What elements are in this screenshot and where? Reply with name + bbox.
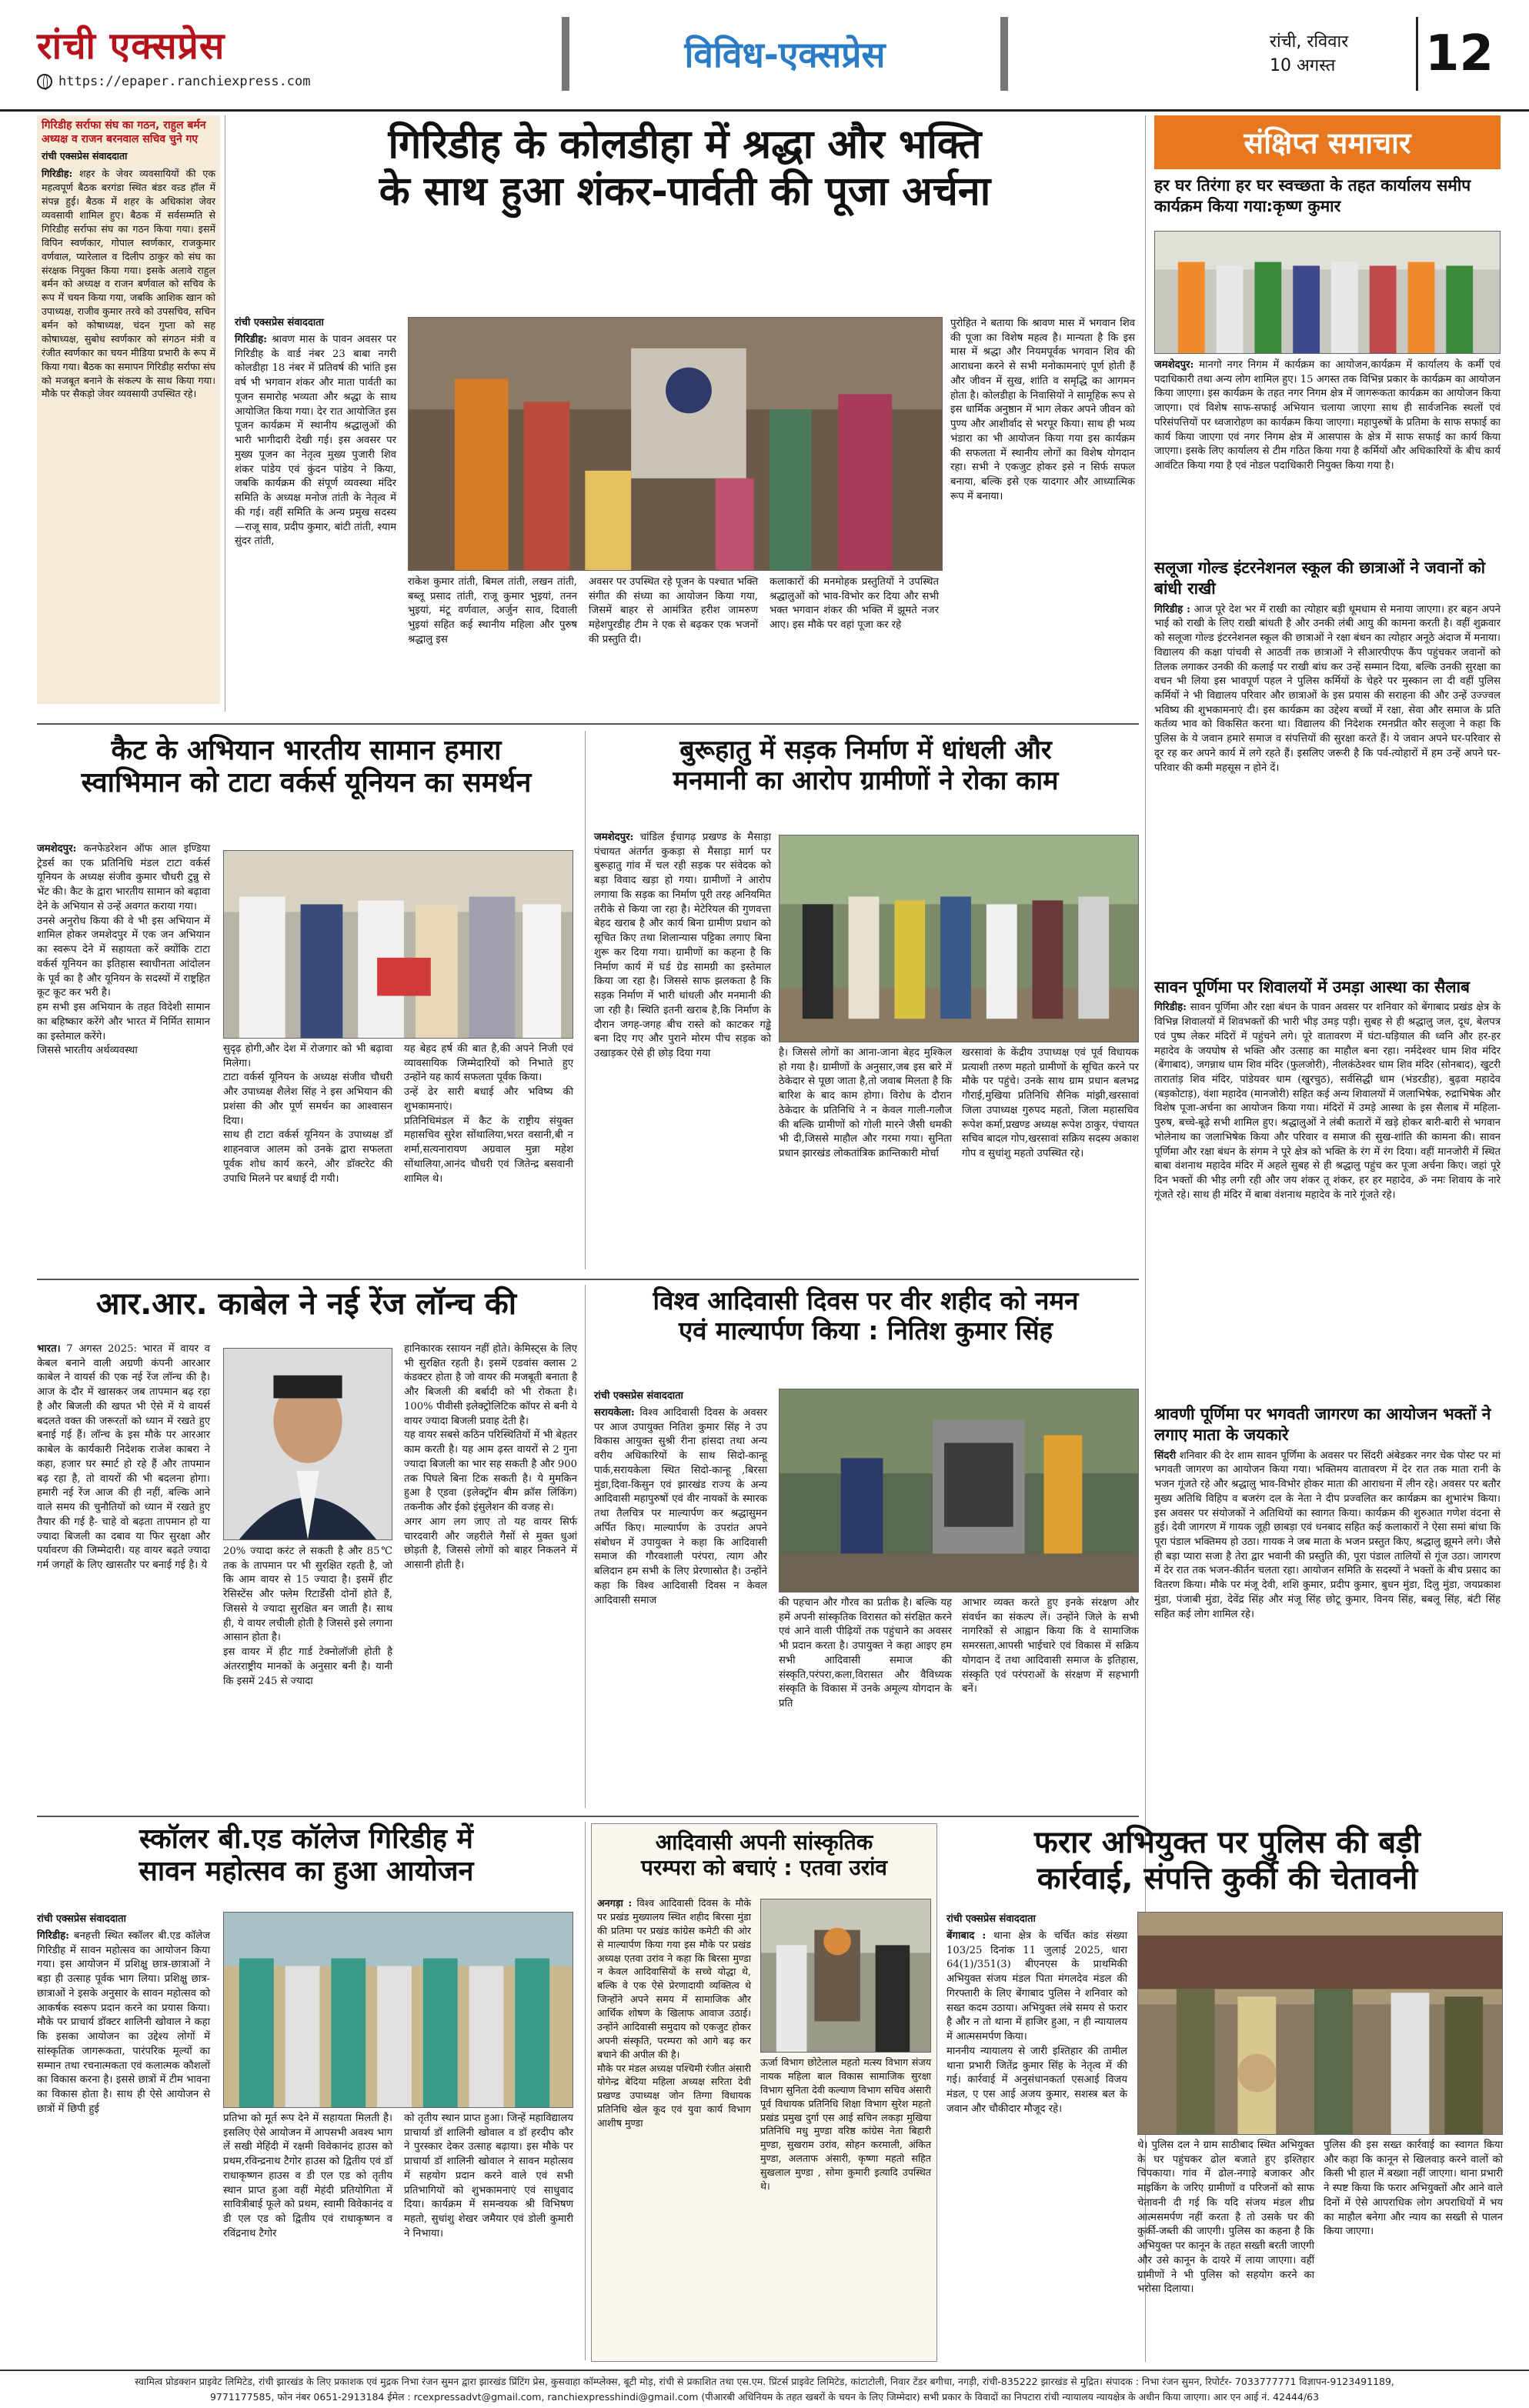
police-col1: रांची एक्सप्रेस संवाददाता बेंगाबाद : थाना क्षेत्र के चर्चित कांड संख्या 103/25 दिनांक 11 जुलाई 2025, धारा 64(1)/351(3) बीएनएस के प्राथमिकी अभियुक्त संजय मंडल पिता मंगलदेव मंडल की गिरफ्तारी के लिए बेंगाबाद पुलिस ने शनिवार को सख्त कदम उठाया। अभियुक्त लंबे समय से फरार है और न तो थाना में हाजिर हुआ, न ही न्यायालय में आत्मसमर्पण किया। माननीय न्यायालय से जारी इश्तिहार की तामील थाना प्रभारी जितेंद्र कुमार सिंह के नेतृत्व में की गई। कार्रवाई में अनुसंधानकर्ता एसआई विजय मंडल, ए एस आई अजय कुमार, सशस्त्र बल के जवान और चौकीदार मौजूद रहे। bbox=[946, 1908, 1127, 2117]
tata-photo bbox=[223, 850, 573, 1039]
adivasi-byline: रांची एक्सप्रेस संवाददाता bbox=[594, 1390, 683, 1402]
brief-1-headline: हर घर तिरंगा हर घर स्वच्छता के तहत कार्यालय समीप कार्यक्रम किया गया:कृष्ण कुमार bbox=[1154, 176, 1471, 216]
police-col2: थे। पुलिस दल ने ग्राम साठीबाद स्थित अभियुक्त के घर पहुंचकर ढोल बजाते हुए इश्तिहार चिपकाया। गांव में ढोल-नगाड़े बजाकर और माइकिंग के जरिए ग्रामीणों व परिजनों को साफ चेतावनी दी गई कि यदि संजय मंडल शीघ्र आत्मसमर्पण नहीं करता है तो उसके घर की कुर्की-जब्ती की जाएगी। पुलिस का कहना है कि अभियुक्त पर कानून के तहत सख्ती बरती जाएगी और उसे कानून के दायरे में लाया जाएगा। वहीं ग्रामीणों ने भी पुलिस को सहयोग करने का भरोसा दिलाया। bbox=[1137, 2140, 1314, 2296]
police-dateline: बेंगाबाद : bbox=[946, 1930, 987, 1942]
scholar-col3: को तृतीय स्थान प्राप्त हुआ। जिन्हें महाविद्यालय प्राचार्या डॉ शालिनी खोवाल व डॉ हरदीप कौर ने पुरस्कार देकर उत्साह बढ़ाया। इस मौके पर प्राचार्या डॉ शालिनी खोवाल ने सावन महोत्सव में सहयोग प्रदान करने वाले एवं सभी प्रतिभागियों को शुभकामनाएं एवं साधुवाद दिया। कार्यक्रम में समन्वयक श्री विभिषण महतो, सुधांशु शेखर जमैयार एवं डोली कुमारी ने निभाया। bbox=[404, 2113, 573, 2240]
scholar-col2: प्रतिभा को मूर्त रूप देने में सहायता मिलती है। इसलिए ऐसे आयोजन में आपसभी अवश्य भाग लें सखी मेहिंदी में रक्षमी विवेकानंद हाउस को प्रथम,रविन्द्रनाथ टैगोर हाउस को द्वितीय एवं डॉ राधाकृष्णन हाउस व डी एल एड को तृतीय स्थान प्राप्त हुआ वहीं मेहंदी प्रतियोगिता में सावित्रीबाई फूले को प्रथम, स्वामी विवेकानंद व डी एल एड को द्वितीय एवं राधाकृष्णन व रविंद्रनाथ टैगोर bbox=[223, 2113, 392, 2240]
burmu-photo bbox=[779, 835, 1139, 1042]
adivasi-col3: आभार व्यक्त करते हुए इनके संरक्षण और संवर्धन का संकल्प लें। उन्होंने जिले के सभी नागरिकों से आह्वान किया कि वे सामाजिक समरसता,आपसी भाईचारे एवं विकास में सक्रिय योगदान दें तथा आदिवासी समाज के इतिहास, संस्कृति एवं परंपराओं के संरक्षण में सहभागी बनें। bbox=[962, 1597, 1139, 1696]
rr-headline: आर.आर. काबेल ने नई रेंज लॉन्च की bbox=[95, 1286, 517, 1322]
newspaper-logo: रांची एक्सप्रेस bbox=[37, 25, 225, 68]
brief-4-dateline: सिंदरी bbox=[1154, 1449, 1177, 1462]
tribal-photo bbox=[760, 1899, 931, 2053]
briefs-header bbox=[1154, 115, 1501, 169]
adivasi-photo bbox=[779, 1389, 1139, 1593]
brief-2-dateline: गिरिडीह : bbox=[1154, 603, 1190, 615]
scholar-headline-line2: सावन महोत्सव का हुआ आयोजन bbox=[139, 1856, 474, 1888]
rr-col2: 20% ज्यादा करंट ले सकती है और 85℃ तक के तापमान पर भी सुरक्षित रहती है, जो कि आम वायर से 15 ज्यादा है। इसमें हीट रेसिस्टेंस और फ्लेम रिटार्डेंसी दोनों होते हैं, जिससे ये ज्यादा सुरक्षित बन जाती है। साथ ही, ये वायर लचीली होती है जिससे इसे लगाना आसान होता है। इस वायर में हीट गार्ड टेक्नोलॉजी होती है अंतरराष्ट्रीय मानकों के अनुसार बनी है। यानी कि इसमें 245 से ज्यादा bbox=[223, 1546, 392, 1687]
tribal-col2: ऊर्जा विभाग छोटेलाल महतो मत्स्य विभाग संजय नायक महिला बाल विकास सामाजिक सुरक्षा विभाग सुनिता देवी कल्याण विभाग सचिव अंसारी पूर्व विधायक प्रतिनिधि शिक्षा विभाग सुरेश महतो प्रखंड प्रमुख दुर्गा एस आई सचिन लकड़ा मुखिया प्रतिनिधि मधु मुण्डा वरिष्ठ कांग्रेस नेता बिहारी मुण्डा, सुखराम उरांव, सोहन करमाली, अंकित मुण्डा, अलताफ अंसारी, कृष्णा महतो सहित सुखलाल मुण्डा , सोमा कुमारी इत्यादि उपस्थित थे। bbox=[760, 2056, 931, 2192]
brief-1-body: जमशेदपुर: मानगो नगर निगम में कार्यक्रम का आयोजन,कार्यक्रम में कार्यालय के कर्मी एवं पदाधिकारी तथा अन्य लोग शामिल हुए। 15 अगस्त तक विभिन्न प्रकार के कार्यक्रम का आयोजन किया जाएगा। इस कार्यक्रम के तहत नगर निगम क्षेत्र में जागरूकता कार्यक्रम का आयोजन किया जाएगा। एवं विशेष साफ-सफाई अभियान चलाया जाएगा साथ ही सार्वजनिक स्थलों एवं परिसंपत्तियों पर ध्वजारोहण का कार्यक्रम किया जाएगा। महापुरुषों के प्रतिमा के साफ सफाई का कार्य किया जाएगा एवं नगर निगम क्षेत्र में आसपास के क्षेत्र में साफ सफाई का कार्य किया जाएगा। इसके लिए कार्यालय से टीम गठित किया गया है कर्मियों और अधिकारियों के बीच कार्य आवंटित किया गया है एवं नोडल पदाधिकारी नियुक्त किया गया है। bbox=[1154, 359, 1501, 472]
url-text[interactable]: https://epaper.ranchiexpress.com bbox=[58, 74, 311, 89]
tata-headline bbox=[37, 735, 576, 800]
brief-2: सलूजा गोल्ड इंटरनेशनल स्कूल की छात्राओं ने जवानों को बांधी राखी गिरिडीह : आज पूरे देश भर में राखी का त्योहार बड़ी धूमधाम से मनाया जाएगा। हर बहन अपने भाई को राखी के लिए राखी बांधती है और उनकी लंबी आयु की कामना करती है। वहीं शुक्रवार को सलूजा गोल्ड इंटरनेशनल स्कूल की छात्राओं ने रक्षा बंधन का त्योहार अनूठे अंदाज में मनाया। विद्यालय की कक्षा पांचवी से आठवीं तक छात्राओं ने सीआरपीएफ कैंप पहुंचकर जवानों को तिलक लगाकर उनकी की कलाई पर राखी बांध कर उन्हें सम्मान दिया, बल्कि उनकी सुरक्षा का वचन भी लिया इस भावपूर्ण पहल ने पुलिस कर्मियों के चेहरे पर मुस्कान ला दी वहीं पुलिस कर्मियों ने भी विद्यालय परिवार और छात्राओं के इस प्रयास की सराहना की और उन्हें उज्ज्वल भविष्य की शुभकामनाएं दी। इस कार्यक्रम का उद्देश्य बच्चों में रक्षा, सेवा और समाज के प्रति कर्तव्य भाव को विकसित करना था। विद्यालय की निदेशक रमनप्रीत कौर सलूजा ने कहा कि पुलिस के ये जवान हमारे समाज व संपत्तियों की सुरक्षा करते हैं। ये जवान अपने घर-परिवार से दूर रह कर अपने कार्य में लगे रहते हैं। इसलिए जरूरी है कि पर्व-त्योहारों में हम उन्हें अपने घर-परिवार की कमी महसूस न होने दें। bbox=[1154, 559, 1501, 774]
police-headline bbox=[943, 1825, 1512, 1897]
page-number: 12 bbox=[1416, 17, 1501, 91]
scholar-photo bbox=[223, 1912, 573, 2108]
brief-1-photo bbox=[1154, 231, 1501, 354]
story-headline: गिरिडीह सर्राफा संघ का गठन, राहुल बर्मन अध्यक्ष व राजन बरनवाल सचिव चुने गए bbox=[42, 119, 206, 146]
tribal-dateline: अनगड़ा : bbox=[597, 1897, 633, 1909]
brief-2-headline: सलूजा गोल्ड इंटरनेशनल स्कूल की छात्राओं ने जवानों को बांधी राखी bbox=[1154, 559, 1486, 599]
city-day: रांची, रविवार bbox=[1270, 32, 1349, 52]
rr-col1: भारत। 7 अगस्त 2025: भारत में वायर व केबल बनाने वाली अग्रणी कंपनी आरआर काबेल ने वायर्स की एक नई रेंज लॉन्च की है। आज के दौर में खासकर जब तापमान बढ़ रहा है और बिजली की खपत भी ऐसे में ये वायर्स बदलते वक्त की जरूरतों को ध्यान में रखते हुए बनाई गई हैं। लॉन्च के इस मौके पर आरआर काबेल के कार्यकारी निदेशक राजेश काबरा ने कहा, हजार घर स्मार्ट हो रहे हैं और तापमान बढ़ रहा है, तो वायरों की भी बदलना होगा। हमारी नई रेंज आज की ही नहीं, बल्कि आने वाले समय की चुनौतियों को ध्यान में रखते हुए तैयार की गई है- चाहे वो बढ़ता तापमान हो या ज्यादा बिजली का दबाव या फिर सुरक्षा और पर्यावरण की जिम्मेदारी। यह वायर बढ़ते ज्यादा गर्म जगहों के लिए खासतौर पर बनाई गई है। ये bbox=[37, 1343, 210, 1572]
adivasi-headline-line1: विश्व आदिवासी दिवस पर वीर शहीद को नमन bbox=[653, 1286, 1079, 1316]
section-title bbox=[562, 17, 1008, 91]
rr-col3: हानिकारक रसायन नहीं होते। केमिस्ट्स के लिए भी सुरक्षित रहती है। इसमें एडवांस क्लास 2 कंडक्टर होता है जो वायर की मजबूती बनाता है और बिजली की बर्बादी को भी रोकता है। 100% पीवीसी इलेक्ट्रोलिटिक कॉपर से बनी ये वायर ज्यादा बिजली प्रवाह देती है। यह वायर सबसे कठिन परिस्थितियों में भी बेहतर काम करती है। यह आम ढ़स्त वायरों से 2 गुना ज्यादा बिजली का भार सह सकती है और 900 तक पिघले बिना टिक सकती है। ये मुमकिन हुआ है ए्डवा (इलेक्ट्रॉन बीम क्रॉस लिंकिंग) तकनीक और ईको इंसुलेशन की वजह से। अगर आग लग जाए तो यह वायर सिर्फ चारदवारी और जहरीले गैसों से मुक्त धुआं छोड़ती है, जिससे लोगों को बाहर निकलने में आसानी होती है। bbox=[404, 1343, 577, 1572]
adivasi-col1: रांची एक्सप्रेस संवाददाता सरायकेला: विश्व आदिवासी दिवस के अवसर पर आज उपायुक्त नितिश कुमार सिंह ने उप विकास आयुक्त सुश्री रीना हांसदा तथा अन्य वरीय अधिकारियों के साथ सिदो-कान्हू पार्क,सरायकेला स्थित सिदो-कान्हू ,बिरसा मुंडा,दिवा-किसुन एवं झारखंड राज्य के अन्य आदिवासी महापुरुषों एवं वीर नायकों के स्मारक तथा तैलचित्र पर माल्यार्पण कर श्रद्धासुमन अर्पित किए। माल्यार्पण के उपरांत अपने संबोधन में उपायुक्त ने कहा कि आदिवासी समाज की गौरवशाली परंपरा, त्याग और बलिदान हम सभी के लिए प्रेरणास्रोत है। उन्होंने कहा कि विश्व आदिवासी दिवस न केवल आदिवासी समाज bbox=[594, 1385, 767, 1608]
imprint-line-2: 9771177585, फोन नंबर 0651-2913184 ईमेल : rcexpressadvt@gmail.com, ranchiexpresshindi@gmail.com (पीआरबी अधिनियम के तहत खबरों के चयन के लिए जिम्मेदार) सभी प्रकार के विवादों का निपटारा रांची न्यायालय न्यायक्षेत्र के अधीन किया जाएगा। आर एन आई नं. 42444/63 bbox=[209, 2391, 1320, 2403]
tata-col2: सुदृढ़ होगी,और देश में रोजगार को भी बढ़ावा मिलेगा। टाटा वर्कर्स यूनियन के अध्यक्ष संजीव चौधरी और उपाध्यक्ष शैलेश सिंह ने इस अभियान की प्रशंसा की और पूर्ण समर्थन का आश्वासन दिया। साथ ही टाटा वर्कर्स यूनियन के उपाध्यक्ष डॉ शाहनवाज आलम को उनके द्वारा सफलता पूर्वक शोध कार्य करने, और डॉक्टरेट की उपाधि मिलने पर बधाई दी गयी। bbox=[223, 1043, 392, 1185]
adivasi-col2: की पहचान और गौरव का प्रतीक है। बल्कि यह हमें अपनी सांस्कृतिक विरासत को संरक्षित करने एवं आने वाली पीढ़ियों तक पहुंचाने का अवसर भी प्रदान करता है। उपायुक्त ने कहा आइए हम सभी आदिवासी समाज की संस्कृति,परंपरा,कला,विरासत और वैविध्यक संस्कृति के विकास में उनके अमूल्य योगदान के प्रति bbox=[779, 1597, 952, 1710]
tata-dateline: जमशेदपुर: bbox=[37, 843, 77, 855]
scholar-headline-line1: स्कॉलर बी.एड कॉलेज गिरिडीह में bbox=[139, 1823, 473, 1855]
police-photo bbox=[1137, 1912, 1503, 2135]
tata-col1: जमशेदपुर: कनफेडरेशन ऑफ आल इण्डिया ट्रेडर्स का एक प्रतिनिधि मंडल टाटा वर्कर्स यूनियन के अध्यक्ष संजीव कुमार चौधरी टुन्नु से भेंट की। कैट के द्वारा भारतीय सामान को बढ़ावा देने के अभियान से उन्हें अवगत कराया गया। उनसे अनुरोध किया की वे भी इस अभियान में शामिल होकर जमशेदपुर में एक जन अभियान का स्वरूप देने में सहायता करें क्योंकि टाटा वर्कर्स यूनियन का इतिहास स्वाधीनता आंदोलन के पूर्व का है और यूनियन के सदस्यों में राष्ट्रहित कूट कूट कर भरी है। हम सभी इस अभियान के तहत विदेशी सामान का बहिष्कार करेंगे और भारत में निर्मित सामान का इस्तेमाल करेंगे। जिससे भारतीय अर्थव्यवस्था bbox=[37, 843, 210, 1057]
adivasi-headline-line2: एवं माल्यार्पण किया : नितिश कुमार सिंह bbox=[678, 1315, 1053, 1346]
scholar-headline bbox=[37, 1823, 576, 1889]
brief-3: सावन पूर्णिमा पर शिवालयों में उमड़ा आस्था का सैलाब गिरिडीह: सावन पूर्णिमा और रक्षा बंधन के पावन अवसर पर शनिवार को बेंगाबाद प्रखंड क्षेत्र के विभिन्न शिवालयों में शिवभक्तों की भारी भीड़ उमड़ पड़ी। सुबह से ही श्रद्धालु जल, दूध, बेलपत्र एवं पुष्प लेकर मंदिरों में पहुंचने लगे। पूरे वातावरण में घंटा-घड़ियाल की ध्वनि और हर-हर महादेव के जयघोष से भक्ति और उत्साह का माहौल बना रहा। नर्मदेश्वर धाम शिव मंदिर (बेंगाबाद), जगन्नाथ धाम शिव मंदिर (फुलजोरी), नीलकंठेश्वर धाम शिव मंदिर (सोनबाद), खुटरी तारातांड़ शिव मंदिर, पांडेयवर धाम (खुरचुठ), सर्वसिद्धी धाम (भंडरडीह), बुढ़वा महादेव (बड़कोटाड़), वंशा महादेव (मानजोरी) सहित कई अन्य शिवालयों में जलाभिषेक, रुद्राभिषेक और विशेष पूजा-अर्चना का आयोजन किया गया। मंदिरों में उमड़े आस्था के इस सैलाब में महिला-पुरुष, बच्चे-बूढ़े सभी शामिल हुए। श्रद्धालुओं ने लंबी कतारों में खड़े होकर बारी-बारी से भगवान भोलेनाथ का जलाभिषेक किया और परिवार व समाज की सुख-शांति की कामना की। सावन पूर्णिमा और रक्षा बंधन के संगम ने पूरे क्षेत्र को भक्ति के रंग में रंग दिया। वहीं मानजोरी में स्थित बाबा वंशनाथ महादेव मंदिर में अहले सुबह से ही श्रद्धालु पहुंच कर पूजा अर्चना किए। जहां पूरे दिन भक्तों की भीड़ लगी रही और जय शंकर तू शंकर, हर हर महादेव, ॐ नमः शिवाय के नारे गूंजते रहे। साथ ही मंदिर में बाबा वंशनाथ महादेव के नारे गूंजते रहे। bbox=[1154, 978, 1501, 1201]
sarrafa-story bbox=[37, 115, 220, 704]
epaper-url[interactable] bbox=[37, 74, 311, 89]
brief-1 bbox=[1154, 175, 1501, 218]
police-col3: पुलिस की इस सख्त कार्रवाई का स्वागत किया और कहा कि कानून से खिलवाड़ करने वालों को किसी भी हाल में बख्शा नहीं जाएगा। थाना प्रभारी ने स्पष्ट किया कि फरार अभियुक्तों और आने वाले दिनों में ऐसे आपराधिक लोग अपराधियों में भय का माहौल बनेगा और न्याय का सख्ती से पालन किया जाएगा। bbox=[1324, 2140, 1503, 2238]
lead-headline-line1: गिरिडीह के कोलडीहा में श्रद्धा और भक्ति bbox=[388, 122, 982, 168]
scholar-col1: रांची एक्सप्रेस संवाददाता गिरिडीह: बनहत्ती स्थित स्कॉलर बी.एड कॉलेज गिरिडीह में सावन महोत्सव का आयोजन किया गया। इस आयोजन में प्रशिक्षु छात्र-छात्राओं ने बड़ा ही उत्साह पूर्वक भाग लिया। प्रशिक्षु छात्र-छात्राओं ने इसके अनुसार के सावन महोत्सव को आकर्षक स्वरूप प्रदान करने का प्रयास किया। मौके पर प्राचार्य डॉक्टर शालिनी खोवाल ने कहा कि इसका आयोजन का उद्देश्य लोगों में सांस्कृतिक जागरूकता, पारंपरिक मूल्यों का सम्मान तथा रचनात्मकता एवं कलात्मक कौशलों का विकास करना है। इससे छात्रों में टीम भावना का विकास होता है। साथ ही ऐसे आयोजन से छात्रों में छिपी हुई bbox=[37, 1908, 210, 2117]
adivasi-dateline: सरायकेला: bbox=[594, 1407, 635, 1419]
adivasi-story bbox=[593, 1286, 1139, 1346]
masthead bbox=[0, 0, 1529, 112]
lead-photo-puja bbox=[408, 317, 943, 571]
lead-col4: कलाकारों की मनमोहक प्रस्तुतियों ने उपस्थित श्रद्धालुओं को भाव-विभोर कर दिया और सभी भक्त भगवान शंकर की भक्ति में झूमते नजर आए। इस मौके पर वहां पूजा कर रहे bbox=[770, 576, 939, 632]
dateline-block bbox=[1270, 31, 1408, 78]
tata-col3: यह बेहद हर्ष की बात है,की अपने निजी एवं व्यावसायिक जिम्मेदारियों को निभाते हुए उन्होंने यह कार्य सफलता पूर्वक किया। उन्हें ढेर सारी बधाई और भविष्य की शुभकामनाएं। प्रतिनिधिमंडल में कैट के राष्ट्रीय संयुक्त महासचिव सुरेश सोंथालिया,भरत वसानी,बी न शर्मा,सत्यनारायण अग्रवाल मुन्ना महेश सोंथालिया,आनंद चौधरी एवं जितेन्द्र बसवानी शामिल थे। bbox=[404, 1043, 573, 1185]
lead-headline-line2: के साथ हुआ शंकर-पार्वती की पूजा अर्चना bbox=[379, 168, 991, 215]
burmu-dateline: जमशेदपुर: bbox=[594, 832, 634, 843]
brief-4-headline: श्रावणी पूर्णिमा पर भगवती जागरण का आयोजन भक्तों ने लगाए माता के जयकारे bbox=[1154, 1405, 1491, 1445]
police-byline: रांची एक्सप्रेस संवाददाता bbox=[946, 1913, 1036, 1925]
burmu-story bbox=[593, 735, 1139, 796]
rr-photo-executive bbox=[223, 1348, 392, 1540]
brief-3-dateline: गिरिडीह: bbox=[1154, 1002, 1187, 1014]
scholar-byline: रांची एक्सप्रेस संवाददाता bbox=[37, 1913, 126, 1925]
police-headline-line2: कार्रवाई, संपत्ति कुर्की की चेतावनी bbox=[1037, 1861, 1418, 1897]
lead-col1: रांची एक्सप्रेस संवाददाता गिरिडीह: श्रावण मास के पावन अवसर पर गिरिडीह के वार्ड नंबर 23 बाबा नगरी कोलडीहा 18 नंबर में प्रतिवर्ष की भांति इस वर्ष भी भगवान शंकर और माता पार्वती का पूजन समारोह भव्यता और श्रद्धा के साथ आयोजित किया गया। देर रात आयोजित इस पूजन कार्यक्रम में स्थानीय श्रद्धालुओं की भारी भागीदारी देखी गई। इस अवसर पर मुख्य पूजन का नेतृत्व मुख्य पुजारी शिव शंकर पांडेय एवं कुंदन पांडेय ने किया, जबकि कार्यक्रम की संपूर्ण व्यवस्था मंदिर समिति के अध्यक्ष मनोज तांती के नेतृत्व में की गई। वहीं समिति के अन्य प्रमुख सदस्य—राजू साव, प्रदीप कुमार, बांटी तांती, श्याम सुंदर तांती, bbox=[235, 312, 396, 549]
lead-col3: अवसर पर उपस्थित रहे पूजन के पश्चात भक्ति संगीत की संध्या का आयोजन किया गया, जिसमें बाहर से आमंत्रित हरीश जामरुण महेशपुरडीह टीम ने एक से बढ़कर एक भजनों की प्रस्तुति दी। bbox=[589, 576, 758, 645]
burmu-headline-line2: मनमानी का आरोप ग्रामीणों ने रोका काम bbox=[673, 765, 1059, 797]
tata-story bbox=[37, 735, 576, 800]
brief-1-dateline: जमशेदपुर: bbox=[1154, 359, 1194, 371]
brief-4: श्रावणी पूर्णिमा पर भगवती जागरण का आयोजन भक्तों ने लगाए माता के जयकारे सिंदरी शनिवार की देर शाम सावन पूर्णिमा के अवसर पर सिंदरी अंबेडकर नगर चेक पोस्ट पर मां भगवती जागरण का आयोजन किया गया। भक्तिमय वातावरण में देर रात तक माता रानी के भजन गूंजते रहे और श्रद्धालु भाव-विभोर होकर माता की आराधना में लीन रहे। अवसर पर बतौर मुख्य अतिथि विहिप व बजरंग दल के नेता ने दीप प्रज्वलित कर कार्यक्रम का शुभारंभ किया। इस अवसर पर संयोजकों ने अतिथियों का स्वागत किया। कार्यक्रम की शुरुआत गणेश वंदना से हुई। देवी जागरण में गायक जूही छाबड़ा एवं धनबाद सहित कई कलाकारों ने ऐसा समां बांधा कि पूरा पंडाल भक्तिमय हो उठा। गायक ने जब माता के भजन प्रस्तुत किए, श्रद्धालु झूमने लगे। जैसे ही बड़ा प्यारा सजा है तेरा द्वार भवानी की प्रस्तुति की, पूरा पंडाल तालियों से गूंज उठा। जागरण में देर रात तक भजन-कीर्तन चलता रहा। आयोजन समिति के सदस्यों ने भक्तों के बीच प्रसाद का वितरण किया। मौके पर मंजू देवी, शशि कुमार, प्रदीप कुमार, बुधन मुंडा, दिलु मुंडा, जयप्रकाश मुंडा, पंजाबी मुंडा, देवेंद्र सिंह और मंजू सिंह छोटू कुमार, विनय सिंह, बबलू सिंह, बंटी सिंह सहित कई लोग शामिल रहे। bbox=[1154, 1405, 1501, 1620]
rr-story bbox=[37, 1286, 576, 1322]
lead-col5: पुरोहित ने बताया कि श्रावण मास में भगवान शिव की पूजा का विशेष महत्व है। मान्यता है कि इस मास में श्रद्धा और नियमपूर्वक भगवान शिव की आराधना करने से सभी मनोकामनाएं पूर्ण होती हैं और जीवन में सुख, शांति व समृद्धि का आगमन होता है। कोलडीहा के निवासियों ने सामूहिक रूप से इस धार्मिक अनुष्ठान में भाग लेकर अपने जीवन को पुण्य और आशीर्वाद से भरपूर किया। साथ ही भव्य भंडारा का भी आयोजन किया गया इस कार्यक्रम की सफलता में स्थानीय लोगों का विशेष योगदान रहा। सभी ने एकजुट होकर इसे न सिर्फ सफल बनाया, बल्कि इसे एक यादगार और आध्यात्मिक रूप में बनाया। bbox=[950, 318, 1135, 502]
tribal-headline-line2: परम्परा को बचाएं : एतवा उरांव bbox=[641, 1855, 887, 1881]
lead-col2: राकेश कुमार तांती, बिमल तांती, लखन तांती, बब्लू प्रसाद तांती, राजू कुमार भुइयां, तनन भुइयां, मंटू वर्णवाल, अर्जुन साव, दिवाली भुइयां सहित कई स्थानीय महिला और पुरुष श्रद्धालु इस bbox=[408, 576, 577, 645]
lead-story bbox=[231, 115, 1139, 216]
burmu-col2: है। जिससे लोगों का आना-जाना बेहद मुश्किल हो गया है। ग्रामीणों के अनुसार,जब इस बारे में ठेकेदार से पूछा जाता है,तो जवाब मिलता है कि बारिश के बाद काम होगा। विरोध के दौरान ठेकेदार के प्रतिनिधि ने न केवल गाली-गलौज की बल्कि ग्रामीणों को गोली मारने जैसी धमकी भी दी,जिससे माहौल और गरमा गया। सुनिता प्रधान झारखंड लोकतांत्रिक क्रान्तिकारी मोर्चा bbox=[779, 1047, 952, 1160]
brief-3-headline: सावन पूर्णिमा पर शिवालयों में उमड़ा आस्था का सैलाब bbox=[1154, 978, 1471, 996]
section-title-text: विविध-एक्सप्रेस bbox=[684, 34, 886, 75]
imprint-footer bbox=[0, 2370, 1529, 2408]
rr-dateline: भारत। bbox=[37, 1343, 61, 1355]
imprint-line-1: स्वामित्व प्रोडक्शन प्राइवेट लिमिटेड, रांची झारखंड के लिए प्रकाशक एवं मुद्रक निभा रंजन सुमन द्वारा झारखंड प्रिंटिंग प्रेस, कुसवाहा कॉम्प्लेक्स, बूटी मोड़, रांची से प्रकाशित तथा एस.एम. प्रिंटर्स प्राइवेट लिमिटेड, कांटाटोली, निवार टेंडर बगीचा, नगड़ी, रांची-835222 झारखंड से मुद्रित। संपादक : निभा रंजन सुमन, रिपोर्टर- 7033777771 विज्ञापन-9123491189, bbox=[135, 2376, 1394, 2387]
tribal-culture-headline bbox=[596, 1829, 932, 1880]
burmu-headline-line1: बुरूहातु में सड़क निर्माण में धांधली और bbox=[679, 735, 1052, 765]
tata-headline-line1: कैट के अभियान भारतीय सामान हमारा bbox=[111, 735, 502, 766]
adivasi-headline bbox=[593, 1286, 1139, 1346]
tata-headline-line2: स्वाभिमान को टाटा वर्कर्स यूनियन का समर्थन bbox=[81, 767, 532, 799]
story-dateline: गिरिडीह: bbox=[42, 168, 73, 180]
police-headline-line1: फरार अभियुक्त पर पुलिस की बड़ी bbox=[1033, 1825, 1421, 1860]
lead-headline bbox=[231, 115, 1139, 216]
story-body: गिरिडीह: शहर के जेवर व्यवसायियों की एक महत्वपूर्ण बैठक बरगंडा स्थित बंडर वन्र्ड हॉल में संपन्न हुई। बैठक में शहर के अधिकांश जेवर व्यवसायी शामिल हुए। बैठक में सर्वसम्मति से गिरिडीह सर्राफा संघ का गठन किया गया। इसमें विपिन स्वर्णकार, गोपाल स्वर्णकार, राजकुमार वर्णवाल, प्यारेलाल व दिलीप ठाकुर को संघ का संरक्षक नियुक्त किया गया। इसके अलावे राहुल बर्मन को अध्यक्ष व राजन बर्णवाल को सचिव के रूप में चयन किया गया, जबकि आशिक खान को उपाध्यक्ष, राजीव कुमार तरवे को उपसचिव, सचिन बर्मन को कोषाध्यक्ष, चंदन गुप्ता को सह कोषाध्यक्ष, सुबोध स्वर्णकार को संगठन मंत्री व रंजीत स्वर्णकार का चयन मीडिया प्रभारी के रूप में किया गया। बैठक का समापन गिरिडीह सर्राफा संघ को मजबूत बनाने के संकल्प के साथ किया गया। मौके पर सैकड़ो जेवर व्यवसायी उपस्थित रहे। bbox=[42, 168, 215, 400]
briefs-header-text: संक्षिप्त समाचार bbox=[1244, 126, 1411, 160]
police-story bbox=[943, 1825, 1512, 1897]
burmu-col3: खरसावां के केंद्रीय उपाध्यक्ष एवं पूर्व विधायक प्रत्याशी तरुण महतो ग्रामीणों के सूचित करने पर मौके पर पहुंचे। उनके साथ ग्राम प्रधान बलभद्र गौराई,मुखिया प्रतिनिधि सैनिक मांझी,खरसावां जिला उपाध्यक्ष गुरुपद महतो, जिला महासचिव रूपेश कर्मा,प्रखण्ड अध्यक्ष रूपेश ठाकुर, पंचायत सचिव बादल गोप,खरसावां सक्रिय सदस्य अकाश गोप व सुधांशु महतो उपस्थित रहे। bbox=[962, 1047, 1139, 1160]
lead-byline: रांची एक्सप्रेस संवाददाता bbox=[235, 317, 324, 329]
scholar-dateline: गिरिडीह: bbox=[37, 1930, 69, 1942]
tribal-col1: अनगड़ा : विश्व आदिवासी दिवस के मौके पर प्रखंड मुख्यालय स्थित शहीद बिरसा मुंडा की प्रतिमा पर प्रखंड कांग्रेस कमेटी की ओर से माल्यार्पण किया गया इस मौके पर प्रखंड अध्यक्ष एतवा उरांव ने कहा कि बिरसा मुण्डा न केवल आदिवासियों के सच्चे योद्धा थे, बल्कि वे एक ऐसे प्रेरणादायी व्यक्तित्व थे जिन्होंने अपने समय में सामाजिक और आर्थिक शोषण के खिलाफ आवाज उठाई। उन्होंने आदिवासी समुदाय को एकजुट होकर अपनी संस्कृति, परम्परा को आगे बढ़ कर बचाने की अपील की है। मौके पर मंडल अध्यक्ष पश्चिमी रंजीत अंसारी योगेन्द्र बेदिया महिला अध्यक्ष सरिता देवी प्रखण्ड उपाध्यक्ष जोन तिग्गा विधायक प्रतिनिधि खेल कूद एवं युवा कार्य विभाग आशीष मुण्डा bbox=[597, 1897, 751, 2129]
issue-date: 10 अगस्त bbox=[1270, 55, 1336, 75]
story-byline: रांची एक्सप्रेस संवाददाता bbox=[42, 150, 128, 162]
globe-icon bbox=[37, 74, 52, 89]
lead-dateline: गिरिडीह: bbox=[235, 334, 267, 345]
burmu-col1: जमशेदपुर: चांडिल ईचागढ़ प्रखण्ड के मैसाड़ा पंचायत अंतर्गत कुकड़ा से मैसाड़ा मार्ग पर बुरूहातु गांव में चल रही सड़क पर संवेदक को बड़ा विवाद खड़ा हो गया। ग्रामीणों ने आरोप लगाया कि सड़क का निर्माण पूरी तरह अनियमित तरीके से किया जा रहा है। मेटेरियल की गुणवत्ता बेहद खराब है और कार्य बिना ग्रामीण प्रधान को सूचित किए तथा शिलान्यास पट्टिका लगाए बिना शुरू कर दिया गया। ग्रामीणों का कहना है कि निर्माण कार्य में घर्ड ग्रेड सामग्री का इस्तेमाल किया जा रहा है। जिससे साफ झलकता है कि सड़क निर्माण में भारी धांधली और मनमानी की जा रही है। स्थिति इतनी खराब है,कि निर्माण के दौरान जगह-जगह बीच रास्ते को काटकर गड्ढे बना दिए गए और पुराने मोरम पीच सड़क को उखाड़कर ऐसे ही छोड़ दिया गया bbox=[594, 832, 771, 1060]
burmu-headline bbox=[593, 735, 1139, 796]
scholar-story bbox=[37, 1823, 576, 1889]
tribal-headline-line1: आदिवासी अपनी सांस्कृतिक bbox=[655, 1829, 873, 1855]
